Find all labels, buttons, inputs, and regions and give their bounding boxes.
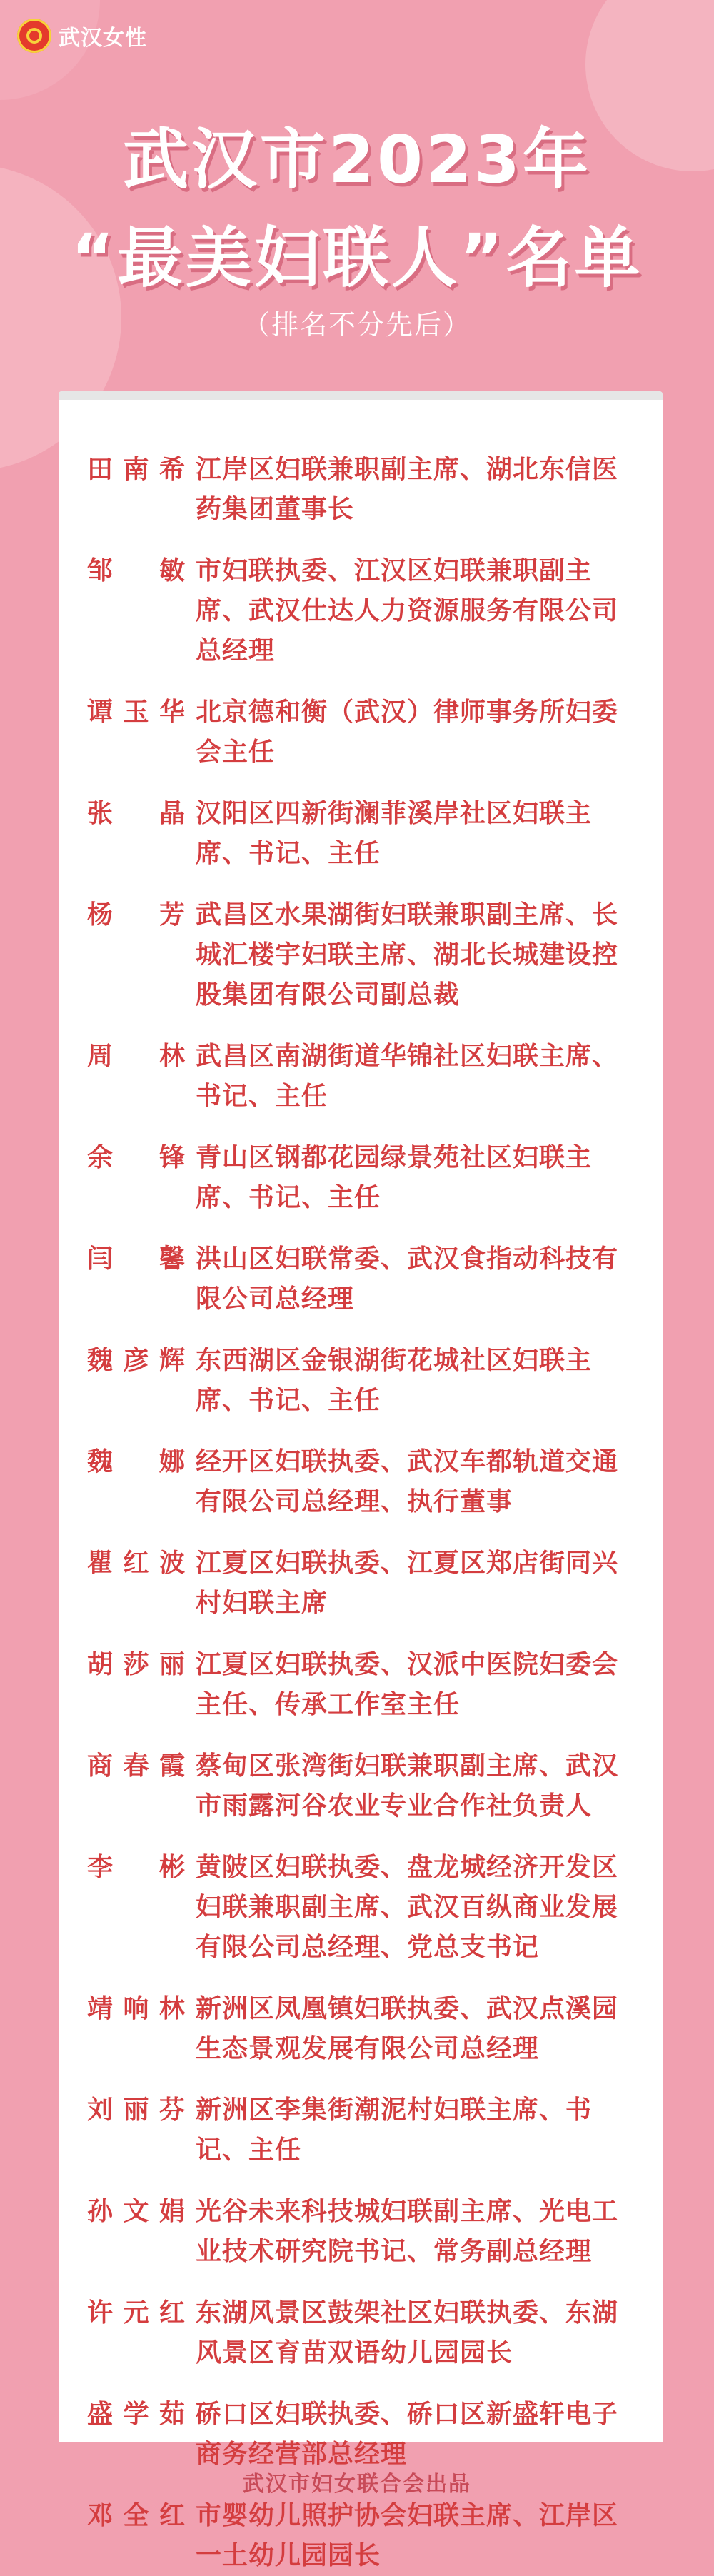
honoree-description: 东湖风景区鼓架社区妇联执委、东湖风景区育苗双语幼儿园园长 [196,2298,619,2368]
honoree-name: 杨芳 [87,900,186,930]
list-item [87,693,634,773]
list-item [87,2091,634,2170]
list-item [87,1645,634,1725]
list-item [87,2395,634,2475]
list-item [87,895,634,1015]
honoree-name: 张晶 [87,799,186,828]
honoree-description: 黄陂区妇联执委、盘龙城经济开发区妇联兼职副主席、武汉百纵商业发展有限公司总经理、党总支书记 [196,1853,619,1962]
list-item [87,1989,634,2069]
honoree-description: 市婴幼儿照护协会妇联主席、江岸区一土幼儿园园长 [196,2501,619,2570]
list-item [87,2293,634,2373]
honoree-description: 武昌区水果湖街妇联兼职副主席、长城汇楼宇妇联主席、湖北长城建设控股集团有限公司副总裁 [196,900,619,1010]
honoree-description: 蔡甸区张湾街妇联兼职副主席、武汉市雨露河谷农业专业合作社负责人 [196,1751,619,1821]
honoree-name: 田南希 [87,455,186,484]
honoree-description: 硚口区妇联执委、硚口区新盛轩电子商务经营部总经理 [196,2400,619,2469]
honoree-name: 周林 [87,1042,186,1071]
honoree-description: 洪山区妇联常委、武汉食指动科技有限公司总经理 [196,1244,619,1314]
honoree-description: 经开区妇联执委、武汉车都轨道交通有限公司总经理、执行董事 [196,1447,619,1516]
honoree-name: 瞿红波 [87,1549,186,1578]
honoree-name: 商春霞 [87,1751,186,1781]
honoree-description: 武昌区南湖街道华锦社区妇联主席、书记、主任 [196,1042,619,1111]
honoree-description: 市妇联执委、江汉区妇联兼职副主席、武汉仕达人力资源服务有限公司总经理 [196,556,619,665]
honoree-name: 孙文娟 [87,2197,186,2226]
honoree-name: 闫馨 [87,1244,186,1274]
brand-header [17,19,147,53]
footer-credit: 武汉市妇女联合会出品 [243,2472,471,2497]
honoree-name: 邹敏 [87,556,186,585]
list-item [87,794,634,874]
list-item [87,1037,634,1117]
honoree-name: 魏娜 [87,1447,186,1476]
honoree-description: 江夏区妇联执委、江夏区郑店街同兴村妇联主席 [196,1549,619,1618]
honoree-description: 青山区钢都花园绿景苑社区妇联主席、书记、主任 [196,1143,593,1212]
brand-name: 武汉女性 [59,26,147,51]
honoree-name: 邓全红 [87,2501,186,2530]
honoree-description: 新洲区凤凰镇妇联执委、武汉点溪园生态景观发展有限公司总经理 [196,1994,619,2063]
honoree-description: 江岸区妇联兼职副主席、湖北东信医药集团董事长 [196,455,619,524]
list-item [87,2192,634,2272]
honoree-name: 许元红 [87,2298,186,2328]
list-item [87,1544,634,1624]
honoree-name: 胡莎丽 [87,1650,186,1679]
honoree-description: 北京德和衡（武汉）律师事务所妇委会主任 [196,698,619,767]
honoree-description: 新洲区李集街潮泥村妇联主席、书记、主任 [196,2095,593,2165]
honoree-name: 余锋 [87,1143,186,1172]
list-item [87,450,634,530]
honoree-name: 魏彦辉 [87,1346,186,1375]
honoree-description: 光谷未来科技城妇联副主席、光电工业技术研究院书记、常务副总经理 [196,2197,619,2266]
list-item [87,1138,634,1218]
page-subtitle: （排名不分先后） [242,309,471,341]
list-item [87,2496,634,2576]
list-item [87,1848,634,1968]
page-title-line2: “最美妇联人”名单 [71,220,643,296]
honoree-name: 刘丽芬 [87,2095,186,2125]
honoree-name: 靖响林 [87,1994,186,2023]
women-federation-logo-icon [17,19,51,53]
honoree-list [87,450,634,2576]
list-item [87,1239,634,1319]
honoree-description: 汉阳区四新街澜菲溪岸社区妇联主席、书记、主任 [196,799,593,868]
honoree-name: 谭玉华 [87,698,186,727]
list-item [87,551,634,671]
honoree-name: 盛学茹 [87,2400,186,2429]
list-item [87,1442,634,1522]
honoree-name: 李彬 [87,1853,186,1882]
list-item [87,1341,634,1421]
honoree-description: 江夏区妇联执委、汉派中医院妇委会主任、传承工作室主任 [196,1650,619,1719]
honoree-description: 东西湖区金银湖街花城社区妇联主席、书记、主任 [196,1346,593,1415]
page-title-line1: 武汉市2023年 [122,121,592,198]
list-item [87,1746,634,1826]
